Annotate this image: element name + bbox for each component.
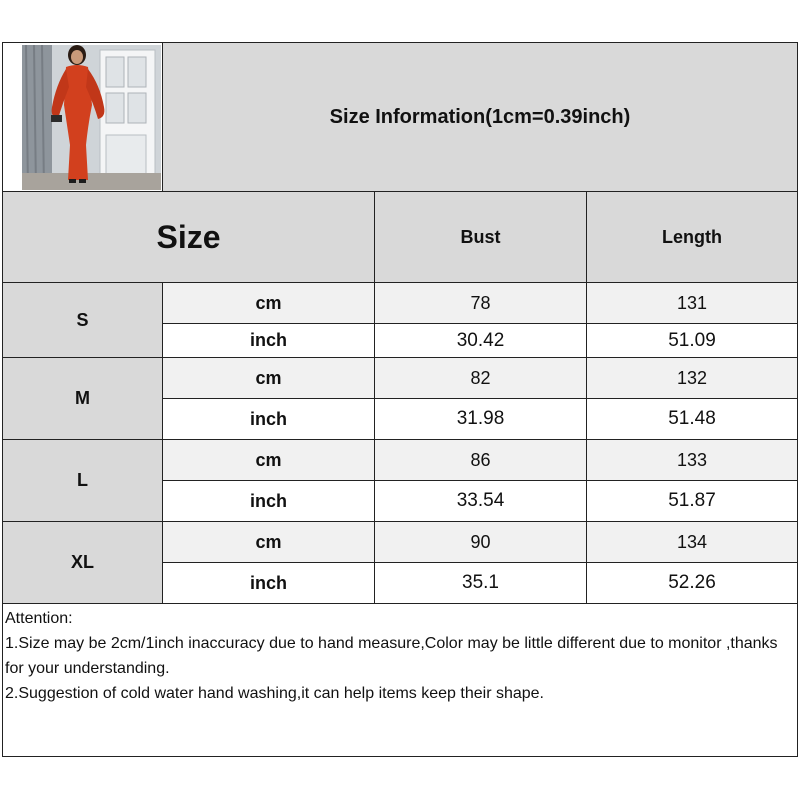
length-inch-s	[586, 323, 798, 358]
unit-cm: cm	[255, 292, 282, 313]
unit-inch: inch	[249, 490, 287, 511]
bust-cm-l	[374, 439, 587, 481]
header-size	[2, 191, 375, 283]
size-m-label	[2, 357, 163, 440]
header-length-label: Length	[662, 226, 722, 247]
table-row	[162, 521, 375, 563]
bust-inch-s	[374, 323, 587, 358]
value: 51.09	[668, 329, 716, 351]
header-size-label: Size	[156, 218, 221, 255]
table-row	[162, 357, 375, 399]
value: 35.1	[462, 572, 499, 593]
header-bust	[374, 191, 587, 283]
length-inch-m	[586, 398, 798, 440]
value: 31.98	[456, 408, 505, 429]
attention-line-1: 1.Size may be 2cm/1inch inaccuracy due to hand measure,Color may be little different due to monitor ,thanks for your understanding.	[5, 635, 778, 677]
photo-frame	[2, 42, 163, 192]
unit-inch: inch	[249, 572, 287, 593]
size-m-text: M	[75, 388, 90, 408]
length-inch-xl	[586, 562, 798, 604]
table-row	[162, 439, 375, 481]
length-cm-xl	[586, 521, 798, 563]
attention-heading: Attention:	[5, 610, 73, 627]
length-cm-s	[586, 282, 798, 324]
bust-inch-xl	[374, 562, 587, 604]
table-row	[162, 282, 375, 324]
value: 82	[470, 367, 491, 388]
value: 33.54	[456, 490, 505, 511]
length-cm-m	[586, 357, 798, 399]
value: 132	[676, 367, 708, 388]
table-row	[162, 480, 375, 522]
value: 30.42	[456, 329, 505, 351]
title-text: Size Information(1cm=0.39inch)	[329, 105, 631, 128]
unit-cm: cm	[255, 531, 282, 552]
size-s-text: S	[76, 309, 89, 330]
size-l-text: L	[77, 470, 88, 490]
unit-cm: cm	[255, 367, 282, 388]
value: 133	[676, 449, 708, 470]
size-xl-label	[2, 521, 163, 604]
unit-cm: cm	[255, 449, 282, 470]
header-bust-label: Bust	[460, 226, 501, 247]
header-length	[586, 191, 798, 283]
value: 86	[470, 449, 491, 470]
value: 51.48	[668, 408, 716, 429]
unit-inch: inch	[249, 330, 287, 350]
bust-cm-m	[374, 357, 587, 399]
length-inch-l	[586, 480, 798, 522]
value: 90	[470, 531, 491, 552]
bust-inch-l	[374, 480, 587, 522]
value: 78	[470, 292, 491, 313]
bust-cm-s	[374, 282, 587, 324]
value: 134	[676, 531, 708, 552]
value: 52.26	[668, 572, 716, 593]
attention-line-2: 2.Suggestion of cold water hand washing,it can help items keep their shape.	[5, 685, 544, 702]
value: 131	[676, 292, 708, 313]
size-s-label	[2, 282, 163, 358]
size-l-label	[2, 439, 163, 522]
unit-inch: inch	[249, 408, 287, 429]
table-title	[162, 42, 798, 192]
value: 51.87	[668, 490, 716, 511]
bust-cm-xl	[374, 521, 587, 563]
size-xl-text: XL	[70, 552, 94, 572]
table-row	[162, 323, 375, 358]
table-row	[162, 398, 375, 440]
table-row	[162, 562, 375, 604]
bust-inch-m	[374, 398, 587, 440]
attention-notes	[3, 604, 795, 754]
length-cm-l	[586, 439, 798, 481]
